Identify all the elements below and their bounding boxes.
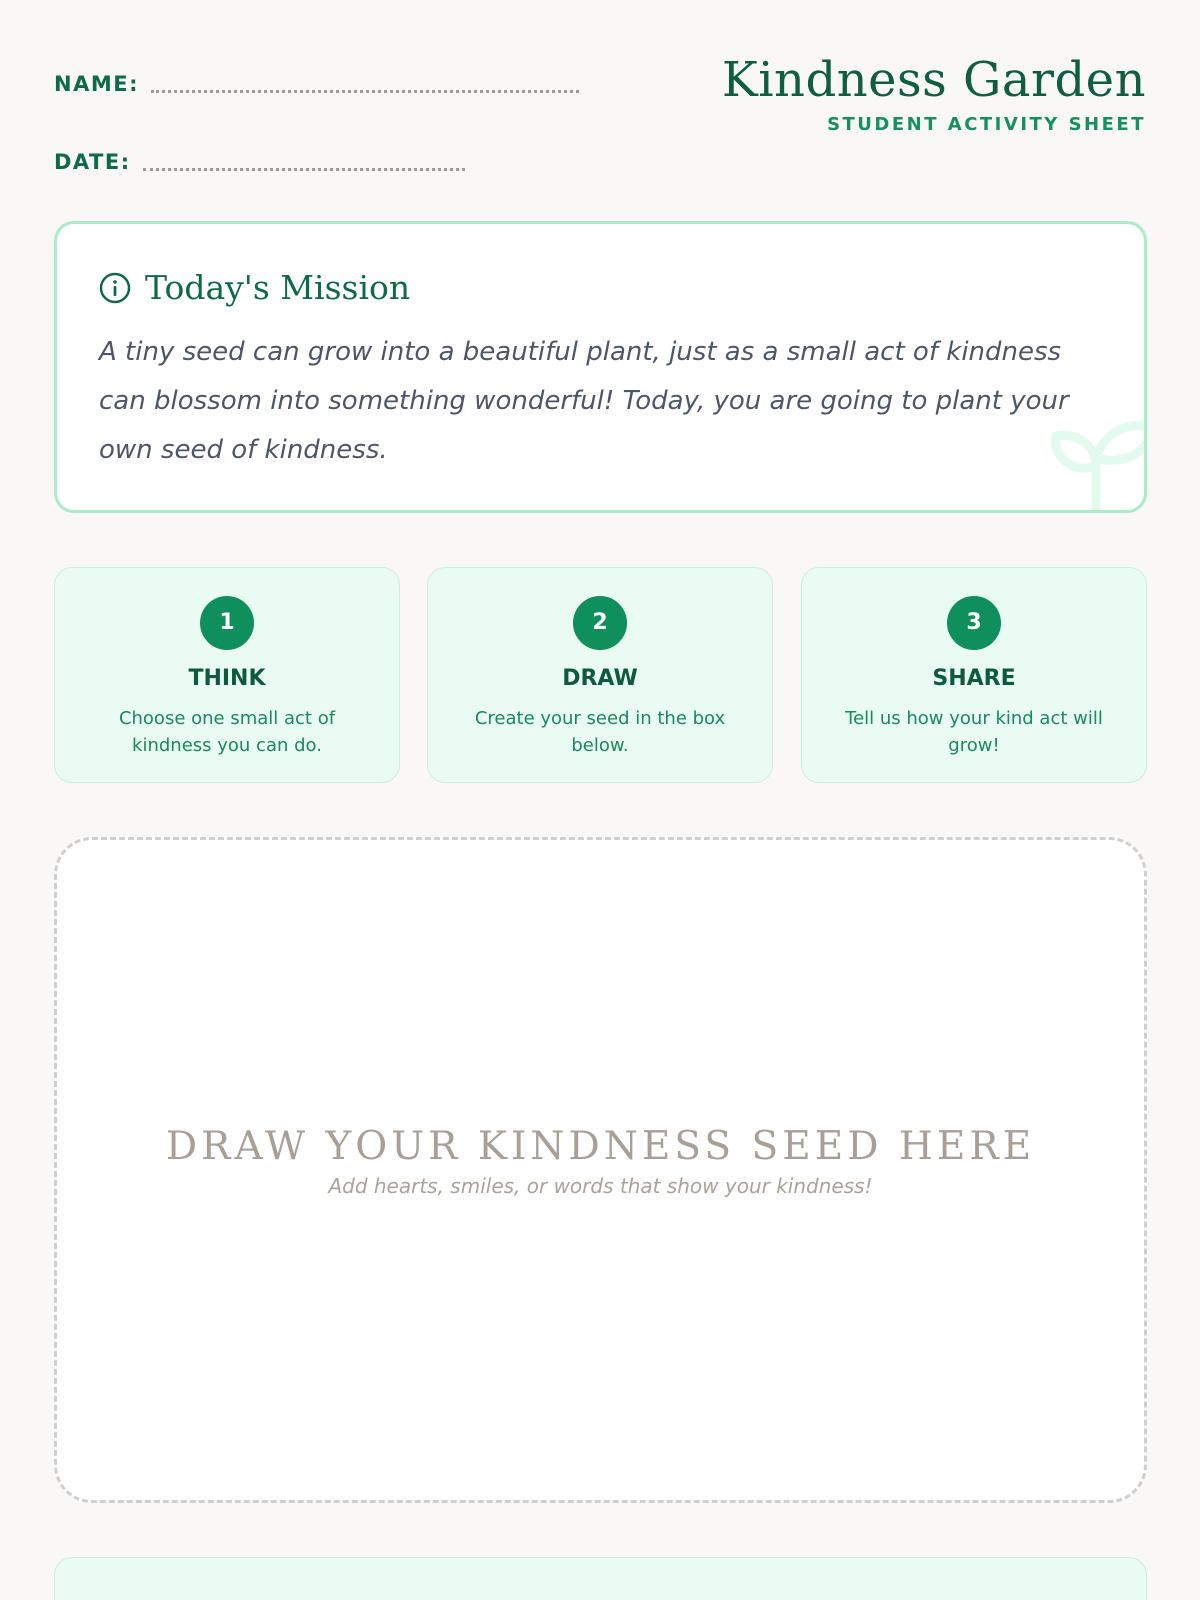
title-block [722, 50, 1146, 135]
mission-card [54, 221, 1147, 513]
step-number-badge: 3 [947, 596, 1001, 650]
date-field[interactable] [54, 150, 465, 174]
step-description: Tell us how your kind act will grow! [845, 708, 1103, 756]
mission-text: A tiny seed can grow into a beautiful plant, just as a small act of kindness can blossom into something wonderful! Today, you are going to plant your own seed of kindness. [99, 337, 1069, 465]
mission-header [99, 268, 410, 307]
drawing-area-title: DRAW YOUR KINDNESS SEED HERE [165, 1124, 1036, 1169]
date-label: DATE: [54, 150, 131, 174]
mission-title: Today's Mission [145, 268, 411, 307]
page-title: Kindness Garden [721, 52, 1146, 108]
date-line[interactable] [143, 168, 465, 171]
step-card-think [54, 567, 400, 783]
step-card-share [801, 567, 1147, 783]
drawing-area-hint: Add hearts, smiles, or words that show your kindness! [328, 1174, 873, 1198]
step-card-draw [427, 567, 773, 783]
drawing-area[interactable] [54, 837, 1147, 1503]
name-line[interactable] [151, 90, 579, 93]
sprout-icon [1034, 396, 1147, 513]
step-number-badge: 1 [200, 596, 254, 650]
step-title: DRAW [562, 666, 638, 691]
name-label: NAME: [54, 72, 139, 96]
step-number-badge: 2 [573, 596, 627, 650]
name-field[interactable] [54, 72, 579, 96]
step-description: Create your seed in the box below. [474, 708, 726, 756]
page-subtitle: STUDENT ACTIVITY SHEET [827, 114, 1146, 135]
step-title: SHARE [932, 666, 1016, 691]
bottom-section-card [54, 1557, 1147, 1600]
step-title: THINK [188, 666, 266, 691]
info-icon [99, 272, 131, 304]
step-description: Choose one small act of kindness you can do. [118, 708, 336, 756]
